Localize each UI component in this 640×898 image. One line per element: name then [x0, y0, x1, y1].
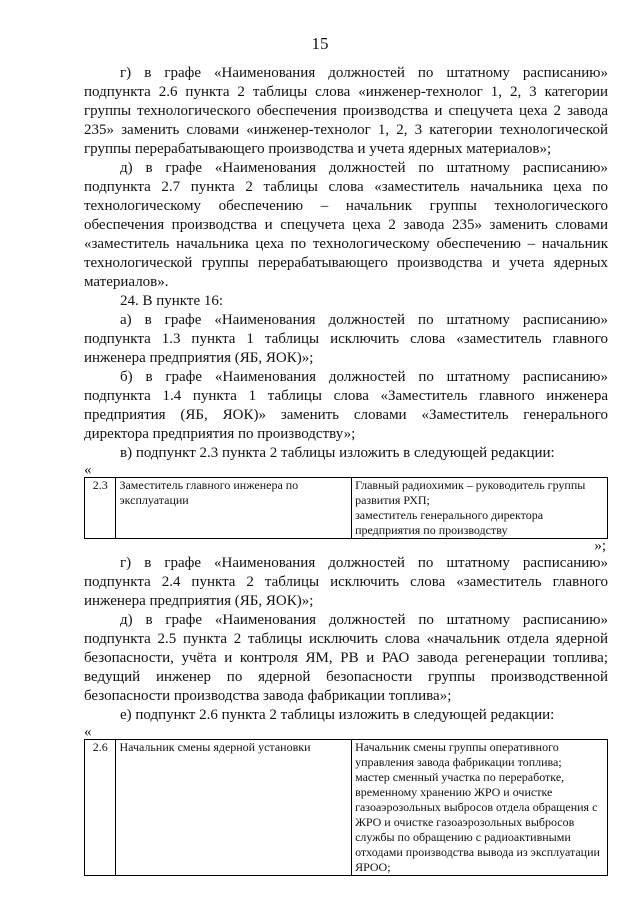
paragraph-d-2-5: д) в графе «Наименования должностей по штатному расписанию» подпункта 2.5 пункта 2 таблицы исключить слова «начальник отдела ядерной безопасности, учёта и контроля ЯМ, РВ и РАО завода регенерации топлива; ведущий инженер по ядерной безопасности группы производственной безопасности производства завода фабрикации топлива»;	[84, 612, 608, 704]
paragraph-item-24: 24. В пункте 16:	[120, 293, 224, 309]
table-row	[85, 478, 608, 539]
table-2-6	[84, 739, 608, 876]
table-2-3	[84, 477, 608, 539]
paragraph-g-2-6: г) в графе «Наименования должностей по штатному расписанию» подпункта 2.6 пункта 2 таблицы слова «инженер-технолог 1, 2, 3 категории группы технологического обеспечения производства и спецучета цеха 2 завода 235» заменить словами «инженер-технолог 1, 2, 3 категории технологической группы перерабатывающего производства и учета ядерных материалов»;	[84, 65, 608, 157]
paragraph-v-2-3: в) подпункт 2.3 пункта 2 таблицы изложить в следующей редакции:	[120, 445, 555, 461]
document-body	[84, 64, 608, 876]
page-number: 15	[311, 34, 329, 53]
paragraph-d-2-7: д) в графе «Наименования должностей по штатному расписанию» подпункта 2.7 пункта 2 таблицы слова «заместитель начальника цеха по технологическому обеспечению – начальник группы технологического обеспечения производства и спецучета цеха 2 завода 235» заменить словами «заместитель начальника цеха по технологическому обеспечению – начальник технологической группы перерабатывающего производства и учета ядерных материалов».	[84, 160, 608, 290]
paragraph-e-2-6: е) подпункт 2.6 пункта 2 таблицы изложить в следующей редакции:	[120, 707, 555, 723]
table-cell-replacement	[352, 740, 608, 876]
table-cell-position: Начальник смены ядерной установки	[116, 740, 352, 876]
replacement-line: мастер сменный участка по переработке, временному хранению ЖРО и очистке газоаэрозольных выбросов отдела обращения с ЖРО и очистке газоаэрозольных выбросов службы по обращению с радиоактивными отходами производства вывода из эксплуатации ЯРОО;	[355, 770, 600, 874]
quote-open-1: «	[84, 462, 92, 478]
paragraph-a-1-3: а) в графе «Наименования должностей по штатному расписанию» подпункта 1.3 пункта 1 таблицы исключить слова «заместитель главного инженера предприятия (ЯБ, ЯОК)»;	[84, 312, 608, 366]
table-row	[85, 740, 608, 876]
replacement-line: Начальник смены группы оперативного управления завода фабрикации топлива;	[355, 740, 562, 769]
replacement-line: заместитель генерального директора предприятия по производству	[355, 508, 544, 537]
table-cell-replacement	[352, 478, 608, 539]
table-cell-number: 2.6	[85, 740, 116, 876]
quote-open-2: «	[84, 724, 92, 740]
paragraph-g-2-4: г) в графе «Наименования должностей по штатному расписанию» подпункта 2.4 пункта 2 таблицы исключить слова «заместитель главного инженера предприятия (ЯБ, ЯОК)»;	[84, 555, 608, 609]
quote-close-1: »;	[594, 538, 606, 554]
table-cell-number: 2.3	[85, 478, 116, 539]
table-cell-position: Заместитель главного инженера по эксплуатации	[116, 478, 352, 539]
replacement-line: Главный радиохимик – руководитель группы развития РХП;	[355, 478, 586, 507]
paragraph-b-1-4: б) в графе «Наименования должностей по штатному расписанию» подпункта 1.4 пункта 1 таблицы слова «Заместитель главного инженера предприятия (ЯБ, ЯОК)» заменить словами «Заместитель генерального директора предприятия по производству»;	[84, 369, 608, 442]
